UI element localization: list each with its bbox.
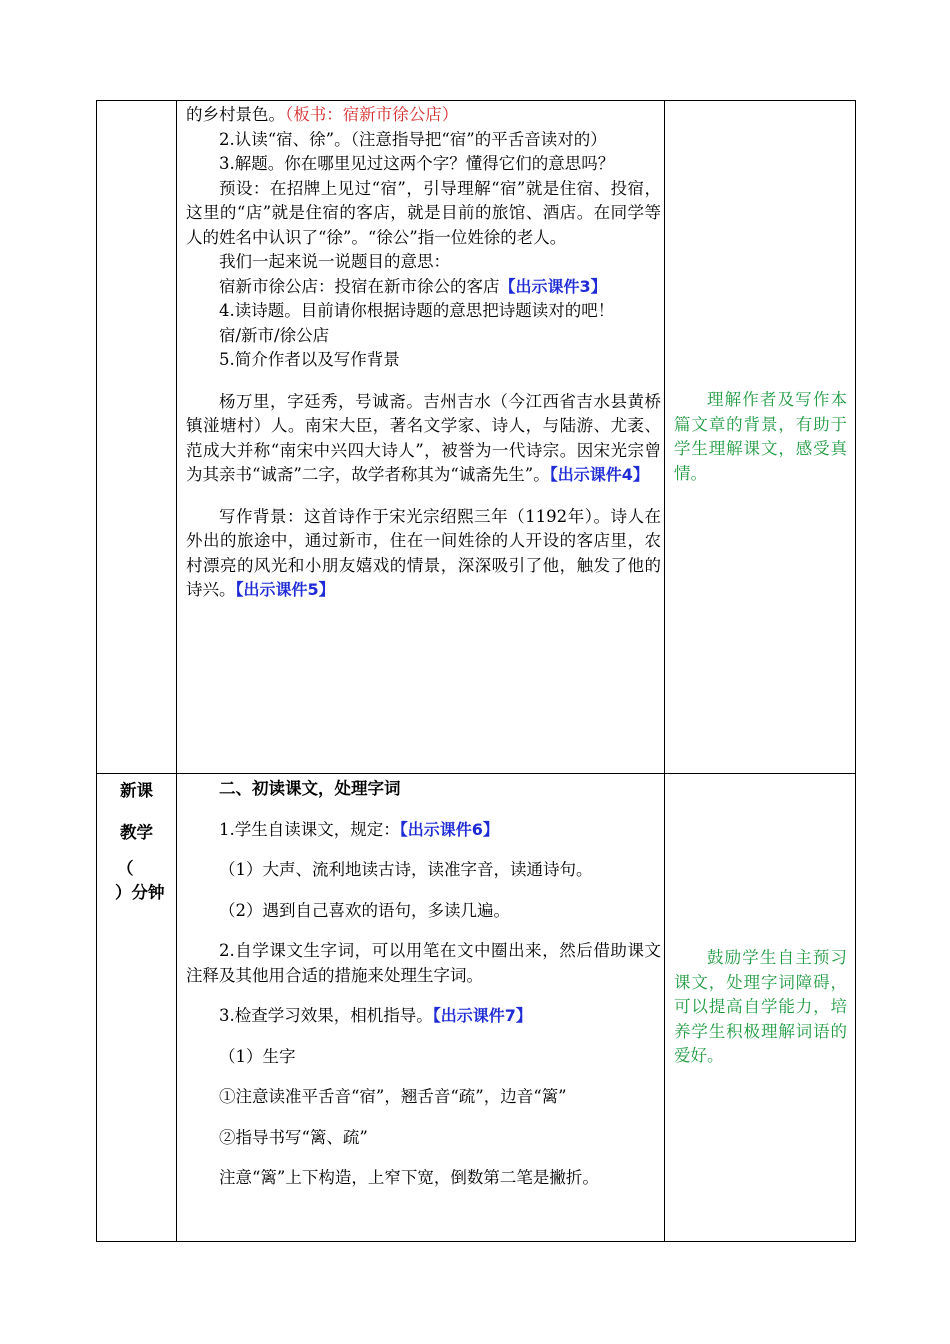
paragraph: （2）遇到自己喜欢的语句，多读几遍。 [219,900,510,920]
stage-cell [97,101,177,774]
note-cell [665,774,856,1242]
note-cell [665,101,856,774]
text: 宿新市徐公店：投宿在新市徐公的客店 [219,276,500,296]
paragraph: ②指导书写“篱、疏” [219,1127,368,1147]
text: 1.学生自读课文，规定： [219,819,400,839]
paragraph: （1）生字 [219,1046,296,1066]
paragraph: （1）大声、流利地读古诗，读准字音，读通诗句。 [219,860,593,879]
paragraph: 注意“篱”上下构造，上窄下宽，倒数第二笔是撇折。 [219,1168,599,1187]
lesson-plan-table [96,100,856,1242]
design-note: 理解作者及写作本篇文章的背景，有助于学生理解课文，感受真情。 [674,390,847,483]
paragraph: 宿/新市/徐公店 [219,325,330,345]
section-heading: 二、初读课文，处理字词 [219,779,401,798]
table-row [97,774,856,1242]
content-cell [177,774,665,1242]
text: 3.检查学习效果，相机指导。 [219,1006,433,1025]
courseware-tag: 【出示课件7】 [432,1006,532,1025]
paragraph: 预设：在招牌上见过“宿”，引导理解“宿”就是住宿、投宿，这里的“店”就是住宿的客店，就是目前的旅馆、酒店。在同学等人的姓名中认识了“徐”。“徐公”指一位姓徐的老人。 [186,178,661,247]
paragraph: 2.自学课文生字词，可以用笔在文中圈出来，然后借助课文注释及其他用合适的措施来处理生字词。 [186,941,661,985]
paragraph [177,1004,664,1029]
stage-label: 教学 [120,823,153,842]
text: 的乡村景色。 [186,105,285,124]
text: 写作背景：这首诗作于宋光宗绍熙三年（1192年）。诗人在外出的旅途中，通过新市，住在一间姓徐的人开设的客店里，农村漂亮的风光和小朋友嬉戏的情景，深深吸引了他，触发了他的诗兴。 [186,506,661,599]
paragraph: 3.解题。你在哪里见过这两个字？懂得它们的意思吗？ [219,154,615,173]
paragraph: 我们一起来说一说题目的意思： [219,252,450,271]
paragraph [177,390,664,488]
text: 杨万里，字廷秀，号诚斋。吉州吉水（今江西省吉水县黄桥镇湴塘村）人。南宋大臣，著名文学家、诗人，与陆游、尤袤、范成大并称“南宋中兴四大诗人”，被誉为一代诗宗。因宋光宗曾为其亲书“诚斋”二字，故学者称其为“诚斋先生”。 [186,391,661,484]
stage-label: 新课 [120,781,153,800]
stage-label: ）分钟 [115,883,165,902]
paragraph [177,818,664,843]
courseware-tag: 【出示课件6】 [399,819,499,839]
paragraph: 4.读诗题。目前请你根据诗题的意思把诗题读对的吧！ [219,301,615,320]
stage-cell [97,774,177,1242]
paragraph: 5.简介作者以及写作背景 [219,350,400,369]
courseware-tag: 【出示课件4】 [549,465,649,484]
board-note: （板书：宿新市徐公店） [285,105,459,124]
design-note: 鼓励学生自主预习课文，处理字词障碍，可以提高自学能力，培养学生积极理解词语的爱好。 [674,948,847,1066]
paragraph [177,103,664,128]
paragraph [177,505,664,603]
stage-label: （ [117,859,134,878]
paragraph [177,275,664,300]
table-row [97,101,856,774]
content-cell [177,101,665,774]
courseware-tag: 【出示课件3】 [499,276,607,296]
paragraph: ①注意读准平舌音“宿”，翘舌音“疏”，边音“篱” [219,1087,567,1106]
paragraph: 2.认读“宿、徐”。（注意指导把“宿”的平舌音读对的） [219,129,607,149]
courseware-tag: 【出示课件5】 [235,580,335,599]
